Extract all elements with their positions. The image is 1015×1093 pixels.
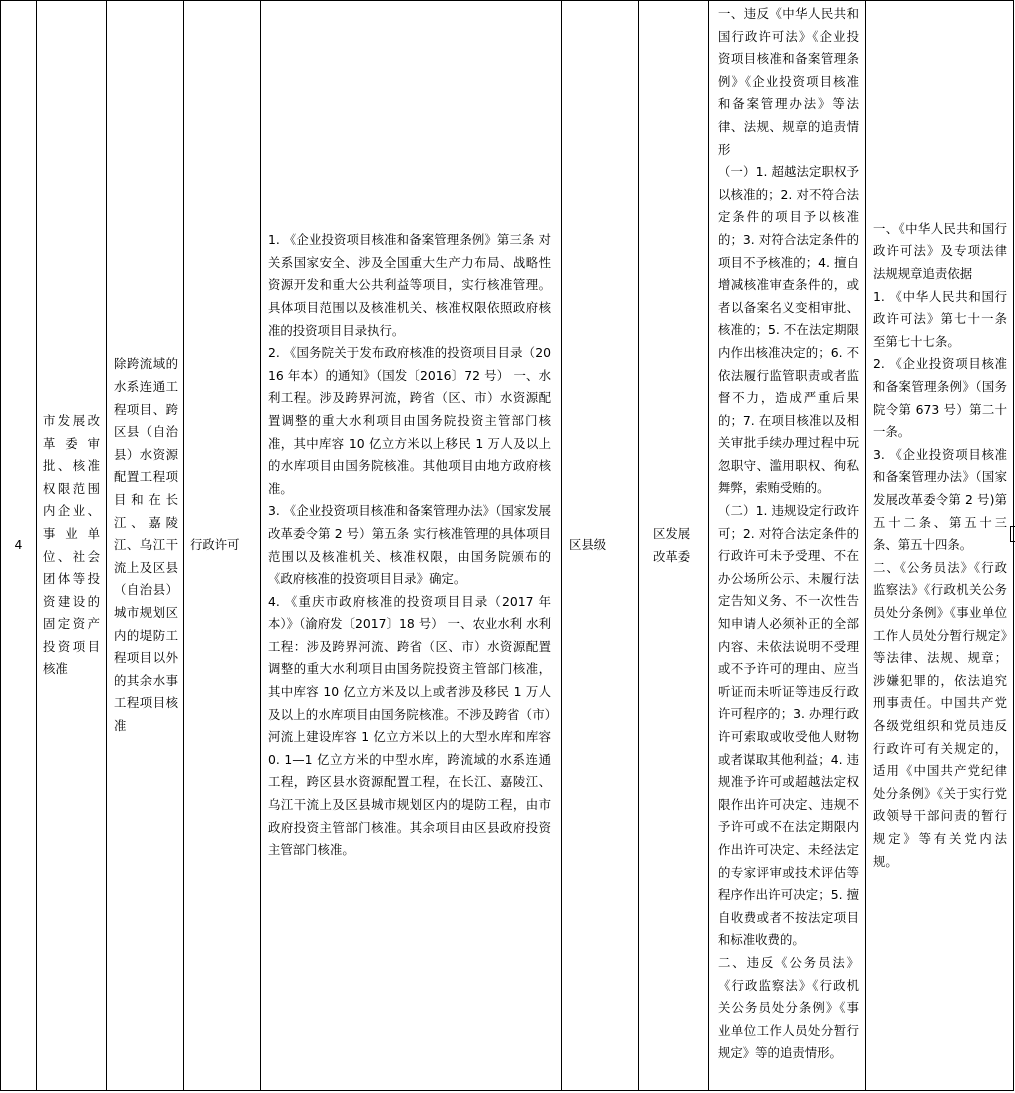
accountability-cases: 一、违反《中华人民共和国行政许可法》《企业投资项目核准和备案管理条例》《企业投资项目核准和备案管理办法》等法律、法规、规章的追责情形 （一）1. 超越法定职权予以核准的；2. 对不符合法定条件的项目予以核准的；3. 对符合法定条件的项目不予核准的；4. 擅自增减核准审查条件的，或者以备案名义变相审批、核准的；5. 不在法定期限内作出核准决定的；6. 不依法履行监管职责或者监督不力，造成严重后果的；7. 在项目核准以及相关审批手续办理过程中玩忽职守、滥用职权、徇私舞弊，索贿受贿的。 （二）1. 违规设定行政许可；2. 对符合法定条件的行政许可未予受理、不在办公场所公示、未履行法定告知义务、不一次性告知申请人必须补正的全部内容、未依法说明不受理或不予许可的理由、应当听证而未听证等违反行政许可程序的；3. 办理行政许可索取或收受他人财物或者谋取其他利益；4. 违规准予许可或超越法定权限作出许可决定、违规不予许可或不在法定期限内作出许可决定、未经法定的专家评审或技术评估等程序作出许可决定；5. 擅自收费或者不按法定项目和标准收费的。 二、违反《公务员法》《行政监察法》《行政机关公务员处分条例》《事业单位工作人员处分暂行规定》等的追责情形。: [718, 6, 859, 1061]
power-type: 行政许可: [190, 537, 240, 553]
accountability-basis-cell: [866, 1, 1014, 1091]
item-name: 市发展改革委审批、核准权限范围内企业、事业单位、社会团体等投资建设的固定资产投资项目核准: [43, 412, 100, 677]
table-edge-mark: [1010, 526, 1015, 542]
row-number-cell: [1, 1, 37, 1091]
sub-item-cell: [107, 1, 184, 1091]
power-type-cell: [184, 1, 261, 1091]
legal-basis-cell: [261, 1, 562, 1091]
sub-item: 除跨流域的水系连通工程项目、跨区县（自治县）水资源配置工程项目和在长江、嘉陵江、乌江干流上及区县（自治县）城市规划区内的堤防工程项目以外的其余水事工程项目核准: [114, 356, 178, 733]
item-name-cell: [37, 1, 107, 1091]
level-cell: [562, 1, 639, 1091]
row-number: 4: [14, 537, 23, 553]
accountability-cases-cell: [709, 1, 866, 1091]
department-cell: [639, 1, 709, 1091]
table-row: [1, 1, 1014, 1091]
legal-basis: 1. 《企业投资项目核准和备案管理条例》第三条 对关系国家安全、涉及全国重大生产力布局、战略性资源开发和重大公共利益等项目，实行核准管理。具体项目范围以及核准机关、核准权限依照政府核准的投资项目目录执行。 2. 《国务院关于发布政府核准的投资项目目录（2016 年本）的通知》（国发〔2016〕72 号） 一、水利工程。涉及跨界河流，跨省（区、市）水资源配置调整的重大水利项目由国务院投资主管部门核准，其中库容 10 亿立方米以上移民 1 万人及以上的水库项目由国务院核准。其他项目由地方政府核准。 3. 《企业投资项目核准和备案管理办法》（国家发展改革委令第 2 号）第五条 实行核准管理的具体项目范围以及核准机关、核准权限，由国务院颁布的《政府核准的投资项目目录》确定。 4. 《重庆市政府核准的投资项目目录（2017 年本）》（渝府发〔2017〕18 号） 一、农业水利 水利工程：涉及跨界河流、跨省（区、市）水资源配置调整的重大水利项目由国务院投资主管部门核准，其中库容 10 亿立方米及以上或者涉及移民 1 万人及以上的水库项目由国务院核准。不涉及跨省（市）河流上建设库容 1 亿立方米以上的大型水库和库容 0. 1—1 亿立方米的中型水库，跨流域的水系连通工程，跨区县水资源配置工程，在长江、嘉陵江、乌江干流上及区县城市规划区内的堤防工程，由市政府投资主管部门核准。其余项目由区县政府投资主管部门核准。: [268, 232, 551, 858]
accountability-basis: 一、《中华人民共和国行政许可法》及专项法律法规规章追责依据 1. 《中华人民共和国行政许可法》第七十一条至第七十七条。 2. 《企业投资项目核准和备案管理条例》（国务院令第 673 号）第二十一条。 3. 《企业投资项目核准和备案管理办法》（国家发展改革委令第 2 号)第五十二条、第五十三条、第五十四条。 二、《公务员法》《行政监察法》《行政机关公务员处分条例》《事业单位工作人员处分暂行规定》等法律、法规、规章；涉嫌犯罪的，依法追究刑事责任。中国共产党各级党组织和党员违反行政许可有关规定的，适用《中国共产党纪律处分条例》《关于实行党政领导干部问责的暂行规定》等有关党内法规。: [873, 220, 1007, 869]
responsible-department: 区发展改革委: [653, 525, 691, 564]
implementation-level: 区县级: [569, 537, 607, 553]
